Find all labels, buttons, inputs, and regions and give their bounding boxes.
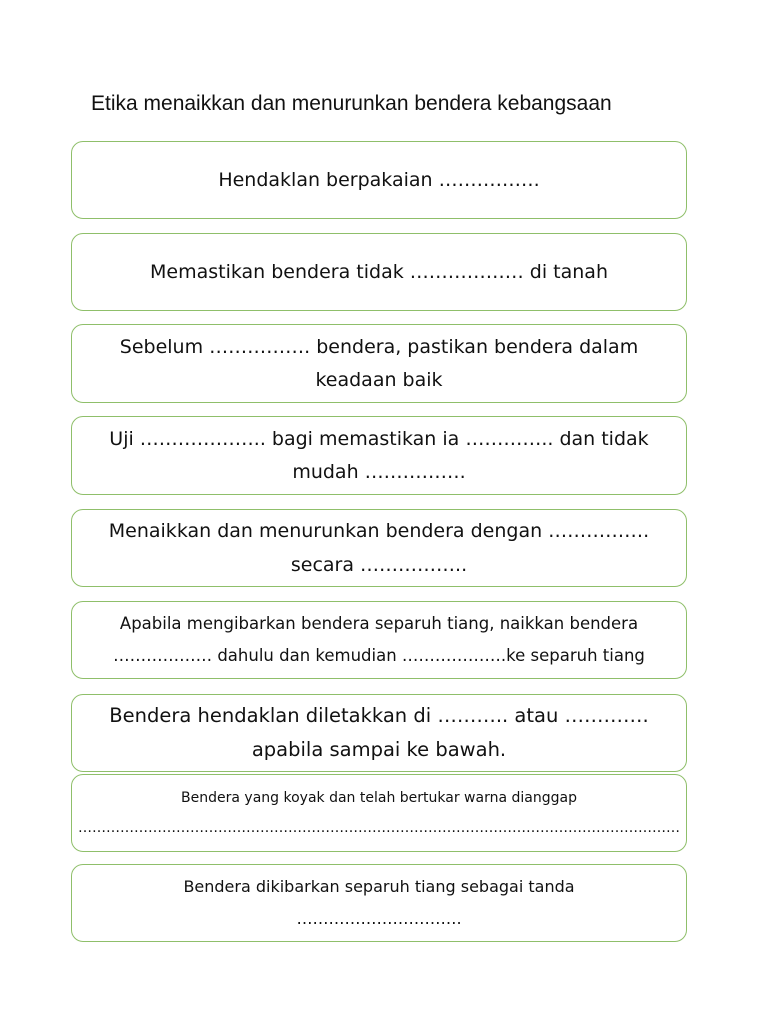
statement-box-7 (71, 694, 687, 772)
statement-line: Bendera yang koyak dan telah bertukar warna dianggap (181, 790, 577, 806)
worksheet-title: Etika menaikkan dan menurunkan bendera kebangsaan (91, 92, 612, 115)
statement-box-5 (71, 509, 687, 587)
statement-line: Uji ……………….. bagi memastikan ia ………….. dan tidak (109, 427, 649, 450)
statement-line: keadaan baik (315, 368, 443, 391)
statement-box-9 (71, 864, 687, 942)
statement-box-8 (71, 774, 687, 852)
statement-line: mudah ……………. (292, 460, 466, 483)
statement-box-4 (71, 416, 687, 495)
statement-line: Bendera hendaklan diletakkan di ……….. atau …………. (109, 704, 649, 727)
statement-line: ………………………………………………………………………………………………………………… (78, 820, 680, 836)
statement-line: Bendera dikibarkan separuh tiang sebagai tanda (183, 877, 575, 896)
statement-line: Hendaklan berpakaian ……………. (218, 169, 540, 191)
statement-box-2 (71, 233, 687, 311)
statement-line: Menaikkan dan menurunkan bendera dengan ……………. (108, 520, 650, 542)
statement-line: apabila sampai ke bawah. (251, 738, 507, 761)
statement-line: Apabila mengibarkan bendera separuh tiang, naikkan bendera (119, 614, 639, 633)
statement-line: …………………………. (296, 909, 462, 928)
statement-line: Memastikan bendera tidak ……………… di tanah (149, 261, 608, 283)
statement-box-3 (71, 324, 687, 403)
statement-box-6 (71, 601, 687, 679)
statement-line: ……………… dahulu dan kemudian ……………….ke separuh tiang (113, 646, 645, 665)
statement-line: Sebelum ……………. bendera, pastikan bendera dalam (119, 335, 639, 358)
statement-box-1 (71, 141, 687, 219)
statement-line: secara …………….. (290, 554, 468, 576)
